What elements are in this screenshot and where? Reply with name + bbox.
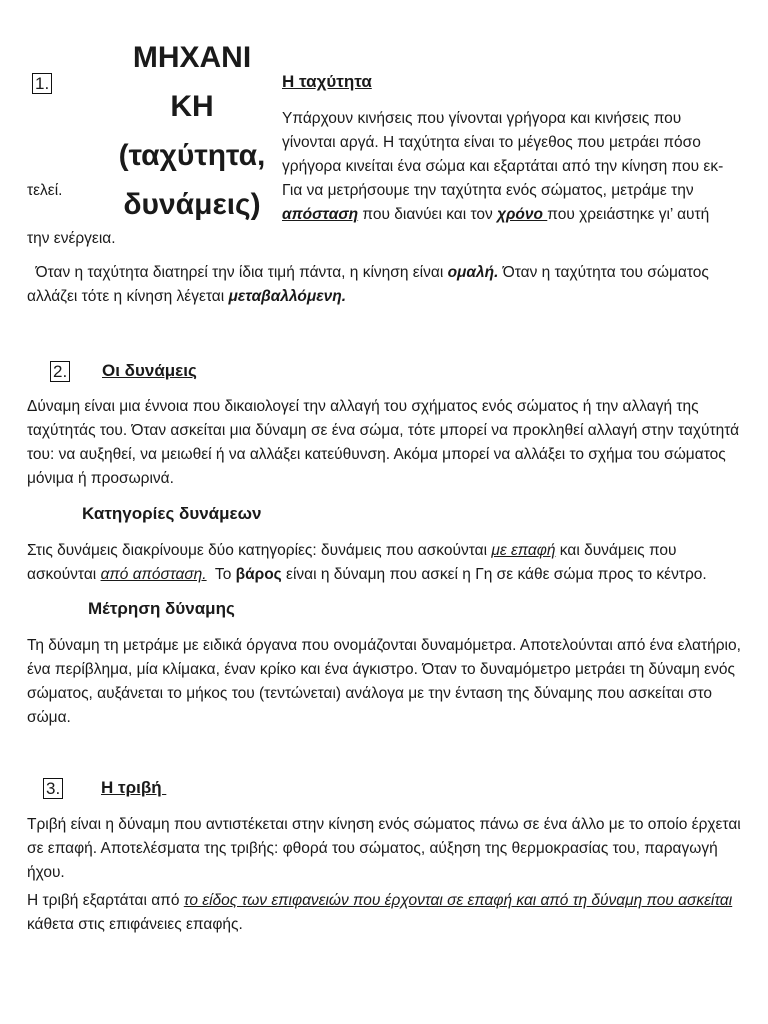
text-run: Όταν η ταχύτητα διατηρεί την ίδια τιμή πάντα, η κίνηση είναι xyxy=(27,264,448,281)
title-line: δυνάμεις) xyxy=(123,188,261,221)
section-number: 3. xyxy=(43,778,63,799)
text-run: που χρειάστηκε γι’ αυτή xyxy=(547,206,710,223)
text-run: και δυνάμεις που ασκούνται xyxy=(27,542,677,583)
title-line: ΜΗΧΑΝΙ xyxy=(132,41,252,74)
section-number: 2. xyxy=(50,361,70,382)
section-heading: Η ταχύτητα xyxy=(282,72,372,91)
term-time: χρόνο xyxy=(497,206,548,223)
text-line: Υπάρχουν κινήσεις που γίνονται γρήγορα και κινήσεις που xyxy=(282,110,682,127)
text-line xyxy=(282,203,752,227)
paragraph: Δύναμη είναι μια έννοια που δικαιολογεί την αλλαγή του σχήματος ενός σώματος ή την αλλαγή της ταχύτητάς του. Όταν ασκείται μια δύναμη σε ένα σώμα, τότε μπορεί να προκληθεί αλλαγή στην ταχύτητά του: να αυξηθεί, να μειωθεί ή να αλλάξει κατεύθυνση. Ακόμα μπορεί να αλλάξει το σχήμα του σώματος μόνιμα ή προσωρινά. xyxy=(27,398,740,487)
document-title xyxy=(111,33,273,229)
paragraph xyxy=(27,539,745,587)
subheading: Μέτρηση δύναμης xyxy=(88,599,235,618)
section-heading: Οι δυνάμεις xyxy=(102,361,197,380)
text-fragment: τελεί. xyxy=(27,182,63,199)
term-uniform: ομαλή. xyxy=(447,264,499,281)
subheading: Κατηγορίες δυνάμεων xyxy=(82,504,262,523)
paragraph: Τριβή είναι η δύναμη που αντιστέκεται στην κίνηση ενός σώματος πάνω σε ένα άλλο με το οποίο έρχεται σε επαφή. Αποτελέσματα της τριβής: φθορά του σώματος, αύξηση της θερμοκρασίας του, παραγωγή ήχου. xyxy=(27,816,741,881)
text-run: Το xyxy=(206,566,236,583)
title-line: ΚΗ xyxy=(170,90,214,123)
term-factors: το είδος των επιφανειών που έρχονται σε επαφή και από τη δύναμη που ασκείται xyxy=(183,892,733,909)
section-heading: Η τριβή xyxy=(101,778,167,797)
text-run: Η τριβή εξαρτάται από xyxy=(27,892,184,909)
text-run: Στις δυνάμεις διακρίνουμε δύο κατηγορίες: δυνάμεις που ασκούνται xyxy=(27,542,492,559)
text-run: Όταν η ταχύτητα του σώματος αλλάζει τότε η κίνηση λέγεται xyxy=(27,264,714,305)
paragraph xyxy=(27,261,742,309)
term-contact: με επαφή xyxy=(491,542,556,559)
text-run: κάθετα στις επιφάνειες επαφής. xyxy=(27,916,243,933)
paragraph: Τη δύναμη τη μετράμε με ειδικά όργανα που ονομάζονται δυναμόμετρα. Αποτελούνται από ένα ελατήριο, ένα περίβλημα, μία κλίμακα, έναν κρίκο και ένα άγκιστρο. Όταν το δυναμόμετρο μετράει τη δύναμη ενός σώματος, αυξάνεται το μήκος του (τεντώνεται) ανάλογα με την ένταση της δύναμης που ασκείται στο σώμα. xyxy=(27,637,741,726)
term-weight: βάρος xyxy=(235,566,282,583)
text-run: που διανύει και τον xyxy=(358,206,498,223)
text-line: την ενέργεια. xyxy=(27,230,116,247)
text-line: Για να μετρήσουμε την ταχύτητα ενός σώματος, μετράμε την xyxy=(282,182,694,199)
term-distance: από απόσταση. xyxy=(100,566,207,583)
paragraph xyxy=(282,107,752,227)
text-line: γίνονται αργά. Η ταχύτητα είναι το μέγεθος που μετράει πόσο xyxy=(282,134,701,151)
text-run: είναι η δύναμη που ασκεί η Γη σε κάθε σώμα προς το κέντρο. xyxy=(281,566,707,583)
section-number: 1. xyxy=(32,73,52,94)
term-distance: απόσταση xyxy=(282,206,359,223)
paragraph xyxy=(27,889,742,937)
text-line: γρήγορα κινείται ένα σώμα και εξαρτάται από την κίνηση που εκ- xyxy=(282,158,724,175)
title-line: (ταχύτητα, xyxy=(118,139,266,172)
term-variable: μεταβαλλόμενη. xyxy=(228,288,347,305)
